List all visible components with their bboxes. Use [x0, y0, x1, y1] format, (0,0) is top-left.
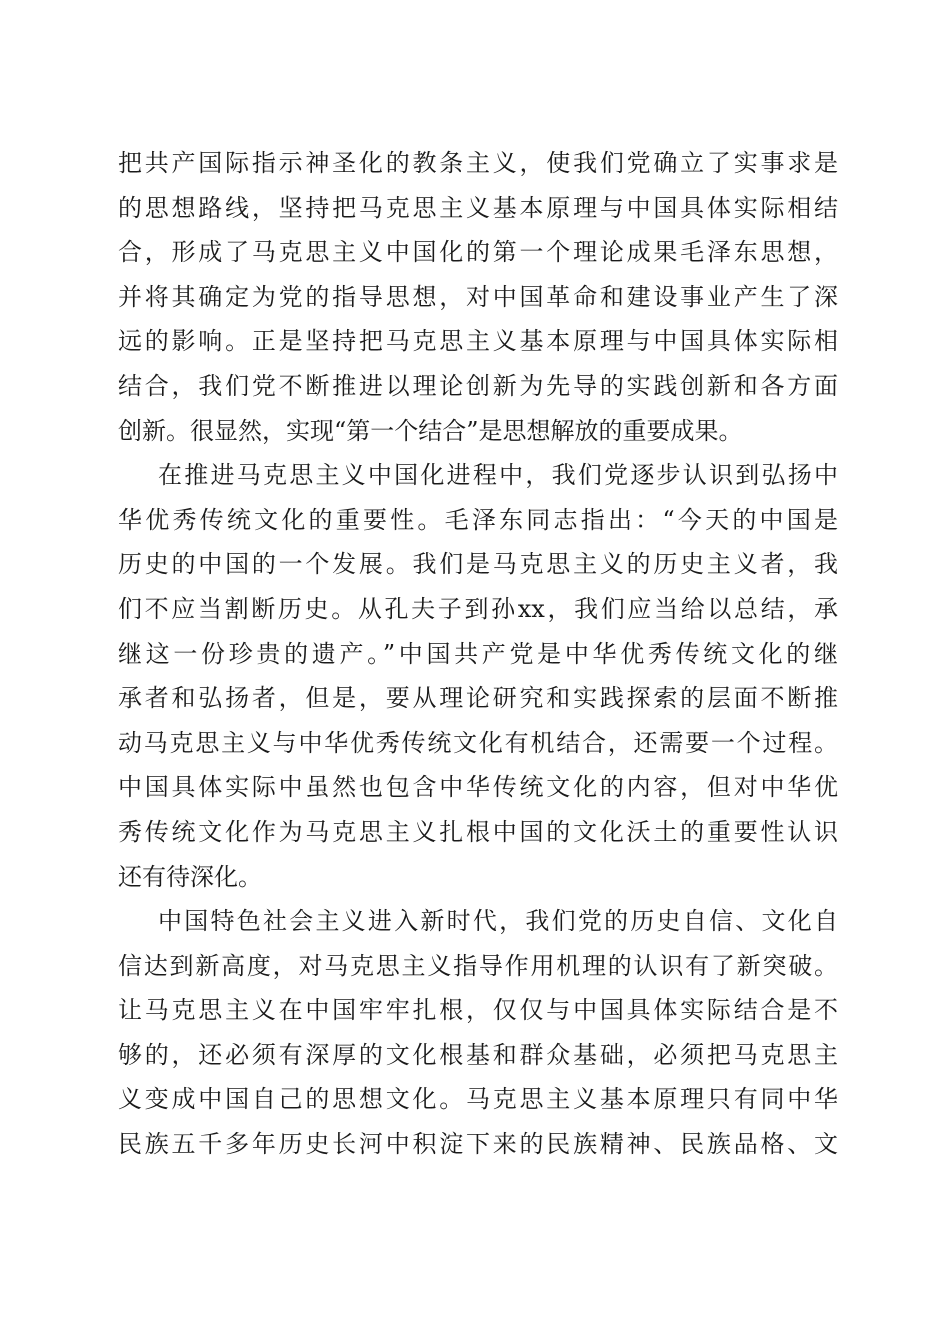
paragraph-3-line-2: 信达到新高度，对马克思主义指导作用机理的认识有了新突破。	[118, 951, 838, 980]
paragraph-1-line-1: 把共产国际指示神圣化的教条主义，使我们党确立了实事求是	[118, 149, 838, 177]
paragraph-3-line-4: 够的，还必须有深厚的文化根基和群众基础，必须把马克思主	[118, 1040, 838, 1069]
paragraph-1-line-2: 的思想路线，坚持把马克思主义基本原理与中国具体实际相结	[118, 193, 838, 222]
paragraph-3-line-5: 义变成中国自己的思想文化。马克思主义基本原理只有同中华	[118, 1085, 838, 1114]
paragraph-1-line-7: 创新。很显然，实现“第一个结合”是思想解放的重要成果。	[118, 416, 743, 445]
paragraph-1-line-4: 并将其确定为党的指导思想，对中国革命和建设事业产生了深	[118, 282, 838, 311]
paragraph-2-line-2: 华优秀传统文化的重要性。毛泽东同志指出：“今天的中国是	[118, 505, 838, 534]
paragraph-2-line-7: 动马克思主义与中华优秀传统文化有机结合，还需要一个过程。	[118, 728, 838, 757]
paragraph-1-line-6: 结合，我们党不断推进以理论创新为先导的实践创新和各方面	[118, 371, 838, 400]
paragraph-2-line-1: 在推进马克思主义中国化进程中，我们党逐步认识到弘扬中	[158, 461, 838, 490]
paragraph-1-line-5: 远的影响。正是坚持把马克思主义基本原理与中国具体实际相	[118, 327, 838, 356]
paragraph-2-line-4: 们不应当割断历史。从孔夫子到孙xx，我们应当给以总结，承	[118, 594, 838, 623]
paragraph-3-line-3: 让马克思主义在中国牢牢扎根，仅仅与中国具体实际结合是不	[118, 996, 838, 1025]
paragraph-2-line-5: 继这一份珍贵的遗产。”中国共产党是中华优秀传统文化的继	[118, 639, 838, 668]
paragraph-2-line-6: 承者和弘扬者，但是，要从理论研究和实践探索的层面不断推	[118, 684, 838, 713]
paragraph-2-line-10: 还有待深化。	[118, 862, 262, 891]
paragraph-2-line-9: 秀传统文化作为马克思主义扎根中国的文化沃土的重要性认识	[118, 817, 838, 846]
paragraph-2-line-3: 历史的中国的一个发展。我们是马克思主义的历史主义者，我	[118, 550, 838, 579]
paragraph-3-line-1: 中国特色社会主义进入新时代，我们党的历史自信、文化自	[158, 907, 838, 936]
body-text	[118, 141, 838, 1167]
paragraph-3-line-6: 民族五千多年历史长河中积淀下来的民族精神、民族品格、文	[118, 1130, 838, 1159]
paragraph-2-line-8: 中国具体实际中虽然也包含中华传统文化的内容，但对中华优	[118, 773, 838, 802]
paragraph-1-line-3: 合，形成了马克思主义中国化的第一个理论成果毛泽东思想，	[118, 238, 838, 267]
